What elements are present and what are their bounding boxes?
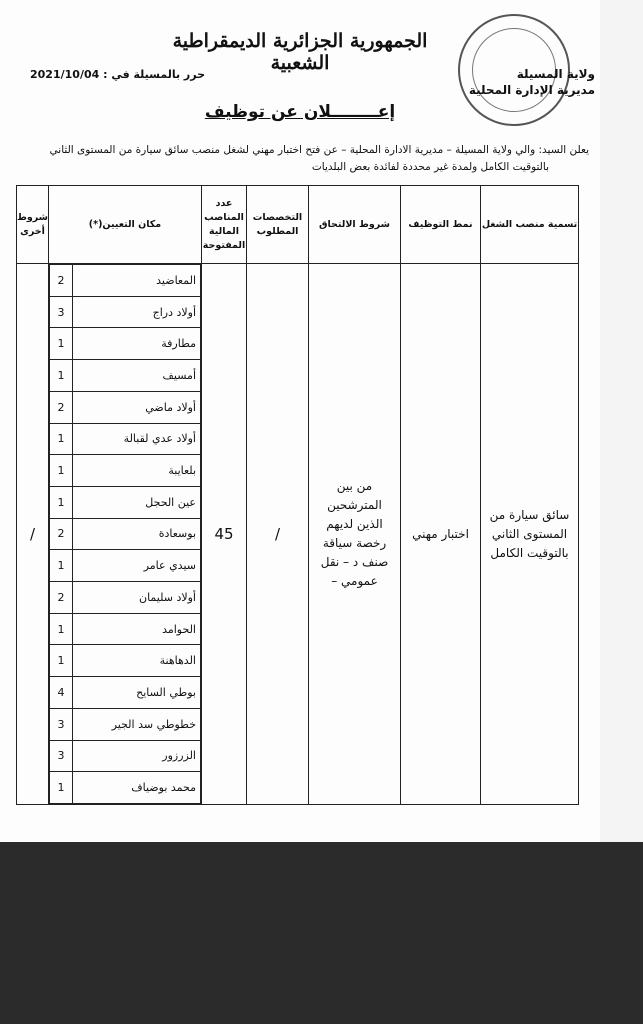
directorate-name: مديرية الإدارة المحلية [468,83,595,97]
cell-position: سائق سيارة من المستوى الثاني بالتوقيت الكامل [481,264,579,805]
location-row [50,677,201,709]
location-row [50,265,201,297]
location-count: 1 [50,360,73,392]
location-count: 1 [50,328,73,360]
location-count: 3 [50,740,73,772]
location-count: 2 [50,265,73,297]
location-row [50,550,201,582]
location-count: 1 [50,455,73,487]
location-row [50,708,201,740]
announcement-intro [14,142,589,176]
location-name: أمسيف [73,360,201,392]
location-row [50,582,201,614]
cell-locations [49,264,202,805]
location-name: أولاد عدي لقبالة [73,423,201,455]
header-count: عدد المناصب المالية المفتوحة [202,186,247,264]
header-other: شروط أخرى [17,186,49,264]
location-name: بوطي السايح [73,677,201,709]
cell-specialties: / [247,264,309,805]
location-count: 1 [50,613,73,645]
intro-line-2: بالتوقيت الكامل ولمدة غير محددة لفائدة بعض البلديات [311,161,549,173]
location-name: مطارفة [73,328,201,360]
location-row [50,360,201,392]
location-count: 3 [50,296,73,328]
location-count: 4 [50,677,73,709]
location-name: أولاد دراج [73,296,201,328]
location-count: 3 [50,708,73,740]
cell-conditions: من بين المترشحين الذين لديهم رخصة سياقة صنف د – نقل عمومي – [309,264,401,805]
location-name: خطوطي سد الجير [73,708,201,740]
header-mode: نمط التوظيف [401,186,481,264]
location-count: 2 [50,518,73,550]
header-location: مكان التعيين(*) [49,186,202,264]
location-count: 2 [50,582,73,614]
location-row [50,423,201,455]
location-row [50,518,201,550]
wilaya-name: ولاية المسيلة [516,67,595,81]
location-name: الزرزور [73,740,201,772]
location-name: الحوامد [73,613,201,645]
issuer-block [455,66,595,98]
location-count: 1 [50,772,73,804]
cell-other: / [17,264,49,805]
location-name: بلعايبة [73,455,201,487]
header-conditions: شروط الالتحاق [309,186,401,264]
location-row [50,613,201,645]
cell-mode: اختبار مهني [401,264,481,805]
location-count: 1 [50,486,73,518]
location-name: الدهاهنة [73,645,201,677]
location-row [50,328,201,360]
header-position: تسمية منصب الشغل [481,186,579,264]
location-name: محمد بوضياف [73,772,201,804]
location-count: 1 [50,423,73,455]
location-row [50,391,201,423]
location-name: عين الحجل [73,486,201,518]
location-row [50,740,201,772]
table-header-row [17,186,579,264]
location-count: 2 [50,391,73,423]
intro-line-1: يعلن السيد: والي ولاية المسيلة – مديرية الادارة المحلية – عن فتح اختبار مهني لشغل منصب سائق سيارة من المستوى الثاني [49,144,589,156]
republic-title: الجمهورية الجزائرية الديمقراطية الشعبية [172,30,428,74]
header-specialties: التخصصات المطلوب [247,186,309,264]
location-count: 1 [50,645,73,677]
announcement-heading: إعــــــــلان عن توظيف [204,102,396,122]
location-row [50,455,201,487]
location-row [50,772,201,804]
location-name: أولاد ماضي [73,391,201,423]
locations-table [49,264,201,804]
location-name: أولاد سليمان [73,582,201,614]
location-name: سيدي عامر [73,550,201,582]
location-name: المعاضيد [73,265,201,297]
table-row [17,264,579,805]
location-row [50,486,201,518]
cell-count: 45 [202,264,247,805]
recruitment-table [16,185,579,805]
date-line: حرر بالمسيلة في : 2021/10/04 [30,68,206,81]
page-edge [600,0,643,842]
location-row [50,645,201,677]
location-name: بوسعادة [73,518,201,550]
location-row [50,296,201,328]
location-count: 1 [50,550,73,582]
